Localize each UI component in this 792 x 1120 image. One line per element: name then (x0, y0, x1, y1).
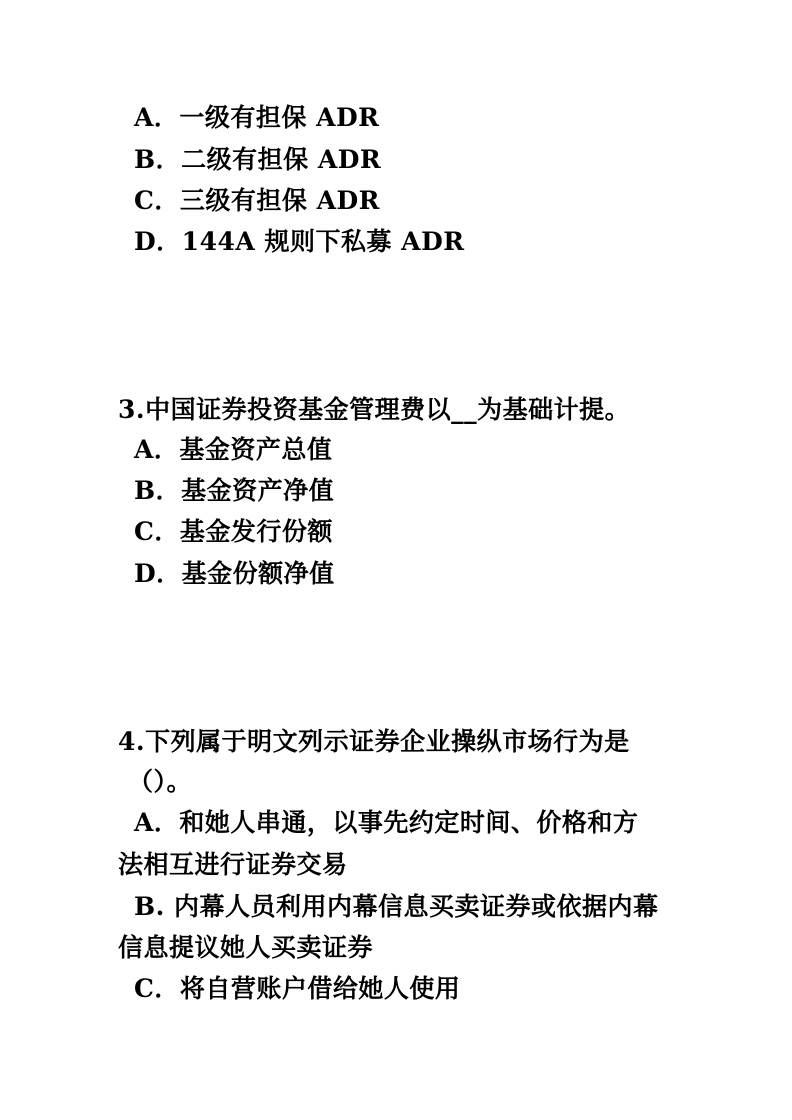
q3-option-b: B．基金资产净值 (134, 476, 335, 505)
q2-option-c: C．三级有担保 ADR (134, 186, 380, 215)
q3-option-d: D．基金份额净值 (134, 559, 335, 588)
q2-option-d: D．144A 规则下私募 ADR (134, 227, 465, 256)
q4-option-a-line2: 法相互进行证券交易 (118, 850, 348, 879)
q2-option-b: B．二级有担保 ADR (134, 145, 382, 174)
q4-option-a-line1: A．和她人串通，以事先约定时间、价格和方 (134, 808, 639, 837)
q4-option-b-line2: 信息提议她人买卖证券 (118, 933, 374, 962)
q3-stem: 3.中国证券投资基金管理费以__为基础计提。 (118, 395, 631, 424)
q4-option-b-line1: B. 内幕人员利用内幕信息买卖证券或依据内幕 (134, 892, 659, 921)
q2-option-a: A．一级有担保 ADR (134, 103, 380, 132)
q3-option-c: C．基金发行份额 (134, 517, 333, 546)
q4-stem-line1: 4.下列属于明文列示证券企业操纵市场行为是 (118, 727, 630, 756)
q4-stem-line2: （）。 (128, 767, 193, 796)
q3-option-a: A．基金资产总值 (134, 435, 333, 464)
q4-option-c: C．将自营账户借给她人使用 (134, 974, 461, 1003)
